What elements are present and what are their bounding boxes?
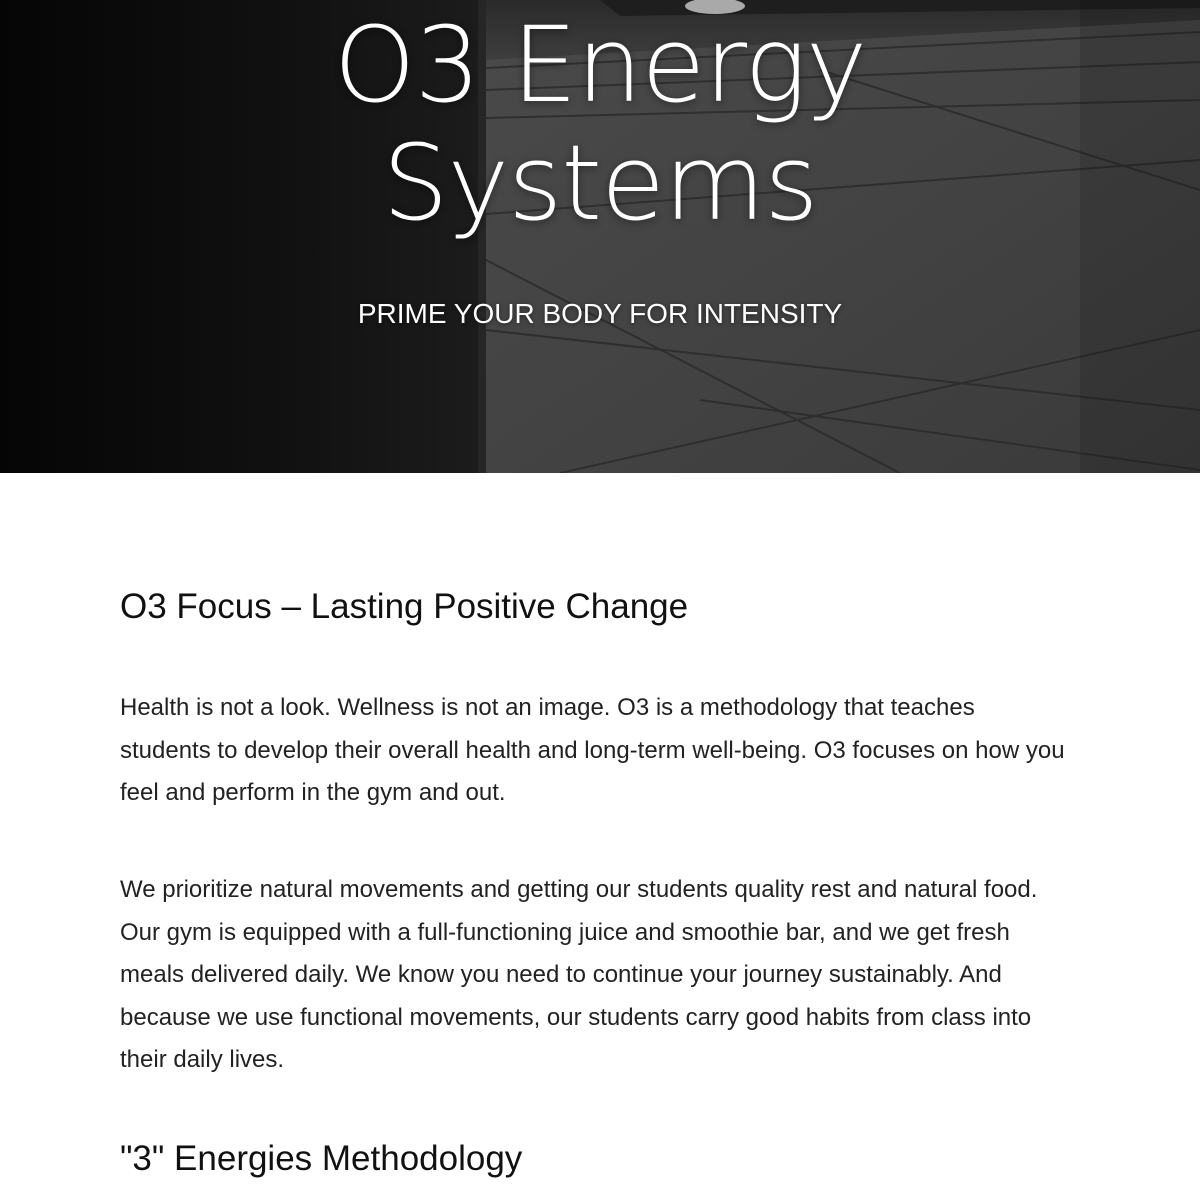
hero-title-line-2: Systems bbox=[382, 122, 818, 244]
hero-banner bbox=[0, 0, 1200, 473]
focus-heading: O3 Focus – Lasting Positive Change bbox=[120, 587, 689, 626]
energies-heading: "3" Energies Methodology bbox=[120, 1139, 523, 1178]
hero-tagline: PRIME YOUR BODY FOR INTENSITY bbox=[357, 298, 843, 329]
hero-title bbox=[0, 6, 1200, 242]
hero-title-line-1: O3 Energy bbox=[333, 4, 867, 126]
focus-paragraph-2: We prioritize natural movements and getting our students quality rest and natural food. Our gym is equipped with a full-functioning juice and smoothie bar, and we get fresh meals delivered daily. We know you need to continue your journey sustainably. And because we use functional movements, our students carry good habits from class into their daily lives. bbox=[120, 876, 1038, 1074]
focus-paragraph-1: Health is not a look. Wellness is not an image. O3 is a methodology that teaches students to develop their overall health and long-term well-being. O3 focuses on how you feel and perform in the gym and out. bbox=[120, 694, 1065, 807]
